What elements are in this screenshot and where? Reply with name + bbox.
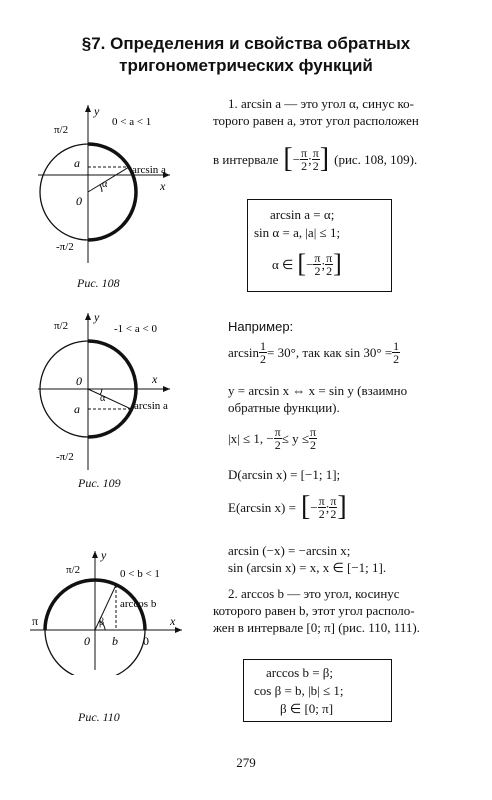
label-origin: 0: [76, 194, 82, 208]
label-minus-pi-over-2: -π/2: [56, 451, 74, 463]
definition-box-arccos: [243, 659, 392, 722]
para1-line1: 1. arcsin a — это угол α, синус ко-: [228, 96, 414, 111]
example-line3: обратные функции).: [228, 400, 340, 415]
minus-sign: −: [292, 151, 301, 167]
condition-label: -1 < a < 0: [114, 323, 157, 335]
label-arcsin-a: arcsin a: [134, 400, 168, 412]
label-y: y: [101, 548, 107, 562]
label-arccos-b: arccos b: [120, 598, 157, 610]
radius-line: [88, 389, 131, 409]
box1-line2: sin α = a, |a| ≤ 1;: [254, 225, 341, 240]
definition-box-arcsin: [247, 199, 392, 292]
condition-label: 0 < a < 1: [112, 116, 152, 128]
odd-property-line: arcsin (−x) = −arcsin x;: [228, 543, 351, 558]
box2-line2: cos β = b, |b| ≤ 1;: [254, 683, 344, 698]
range-line: E(arcsin x) = [ − $\frac{\pi}{2}$ ; $\frac{\pi}{2}$ ]: [228, 491, 347, 522]
label-x: x: [170, 614, 176, 628]
right-semicircle-arc: [88, 144, 136, 240]
para2-line1: 2. arccos b — это угол, косинус: [228, 586, 400, 601]
figure-108-caption: Рис. 108: [77, 276, 120, 290]
label-zero-right: 0: [143, 634, 149, 648]
figure-108: [30, 95, 180, 270]
label-x: x: [160, 179, 166, 193]
label-pi-over-2: π/2: [54, 124, 69, 136]
label-pi: π: [32, 614, 39, 628]
label-origin: 0: [76, 374, 82, 388]
label-a: a: [74, 156, 80, 170]
label-arcsin-a: arcsin a: [132, 164, 166, 176]
sin-arcsin-line: sin (arcsin x) = x, x ∈ [−1; 1].: [228, 560, 387, 575]
example-line1: arcsin $\frac{1}{2}$ = 30°, так как sin 30° = $\frac{1}{2}$: [228, 339, 400, 366]
section-title-line1: §7. Определения и свойства обратных: [81, 34, 411, 53]
label-origin: 0: [84, 634, 90, 648]
page-number: 279: [236, 755, 256, 770]
label-beta: β: [99, 617, 105, 628]
para1-line3: в интервале [ − $\frac{\pi}{2}$ ; $\frac{\pi}{2}$ ] (рис. 108, 109).: [213, 143, 418, 174]
figure-109-caption: Рис. 109: [78, 476, 121, 490]
para1-line2: торого равен a, этот угол расположен: [213, 113, 419, 128]
box1-line3: α ∈ [ − $\frac{\pi}{2}$ ; $\frac{\pi}{2}$ ]: [272, 249, 342, 278]
box1-line1: arcsin a = α;: [270, 207, 335, 222]
label-pi-over-2: π/2: [54, 320, 69, 332]
box2-line1: arccos b = β;: [266, 665, 334, 680]
label-minus-pi-over-2: -π/2: [56, 241, 74, 253]
label-a: a: [74, 402, 80, 416]
radius-line: [88, 167, 129, 192]
fraction-pi-over-2: $\frac{\pi}{2}$: [301, 145, 308, 173]
label-x: x: [152, 372, 158, 386]
label-b: b: [112, 634, 118, 648]
interval-prefix: в интервале: [213, 151, 279, 167]
condition-label: 0 < b < 1: [120, 568, 160, 580]
example-line4: |x| ≤ 1, − $\frac{\pi}{2}$ ≤ y ≤ $\frac{\pi}{2}$: [228, 425, 317, 452]
figure-109: [30, 305, 180, 475]
domain-line: D(arcsin x) = [−1; 1];: [228, 467, 341, 482]
example-heading: Например:: [228, 319, 294, 334]
label-alpha: α: [100, 393, 106, 404]
fraction-pi-over-2: $\frac{\pi}{2}$: [312, 145, 319, 173]
box2-line3: β ∈ [0; π]: [280, 701, 334, 716]
figure-110-caption: Рис. 110: [78, 710, 120, 724]
label-pi-over-2: π/2: [66, 564, 81, 576]
example-line2: y = arcsin x ⇔ x = sin y (взаимно: [228, 383, 408, 398]
label-y: y: [94, 104, 100, 118]
para2-line2: которого равен b, этот угол располо-: [213, 603, 415, 618]
label-y: y: [94, 310, 100, 324]
figure-110: [22, 545, 192, 675]
para2-line3: жен в интервале [0; π] (рис. 110, 111).: [213, 620, 420, 635]
label-alpha: α: [102, 179, 108, 190]
interval-suffix: (рис. 108, 109).: [334, 151, 418, 167]
section-title-line2: тригонометрических функций: [119, 56, 373, 75]
